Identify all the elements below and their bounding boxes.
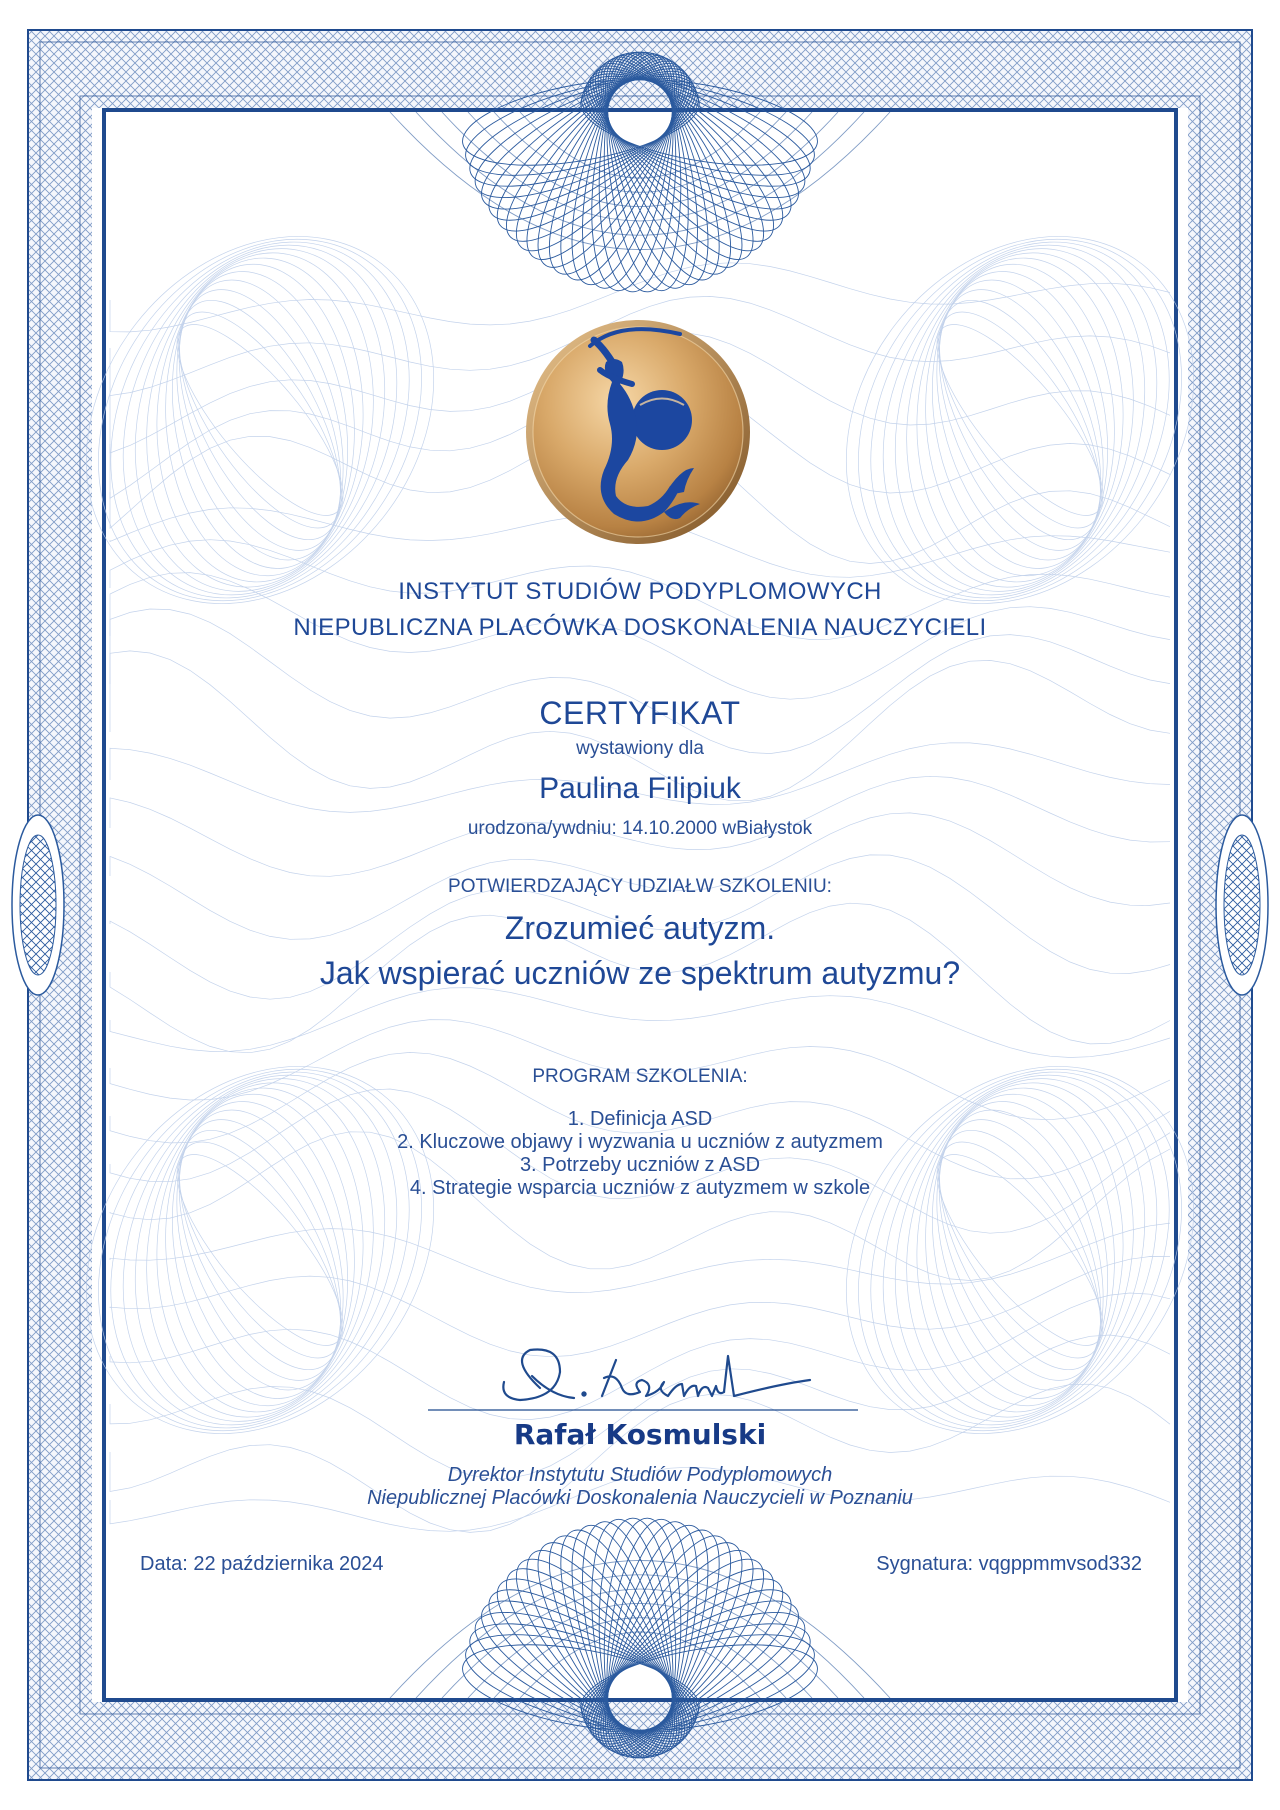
recipient-name: Paulina Filipiuk (539, 772, 741, 805)
program-item: 2. Kluczowe objawy i wyzwania u uczniów z autyzmem (397, 1131, 883, 1153)
institute-name: INSTYTUT STUDIÓW PODYPLOMOWYCH (398, 578, 882, 605)
signer-role-line1: Dyrektor Instytutu Studiów Podyplomowych (447, 1464, 833, 1486)
issue-date: Data: 22 października 2024 (140, 1553, 384, 1575)
course-title-line1: Zrozumieć autyzm. (504, 910, 776, 946)
program-list (110, 1108, 1170, 1200)
birth-info: urodzona/ywdniu: 14.10.2000 wBiałystok (467, 818, 813, 839)
signer-role (110, 1464, 1170, 1510)
confirmation-label: POTWIERDZAJĄCY UDZIAŁW SZKOLENIU: (448, 876, 832, 897)
certificate-title: CERTYFIKAT (539, 695, 741, 731)
signature-code: Sygnatura: vqgppmmvsod332 (876, 1553, 1142, 1575)
signer-name: Rafał Kosmulski (513, 1418, 767, 1451)
program-item: 1. Definicja ASD (567, 1108, 713, 1130)
program-heading: PROGRAM SZKOLENIA: (532, 1066, 748, 1087)
issued-for-label: wystawiony dla (576, 738, 704, 759)
program-item: 4. Strategie wsparcia uczniów z autyzmem w szkole (409, 1177, 871, 1199)
institute-subtitle: NIEPUBLICZNA PLACÓWKA DOSKONALENIA NAUCZYCIELI (293, 614, 987, 641)
course-title-line2: Jak wspierać uczniów ze spektrum autyzmu? (319, 955, 961, 991)
signer-role-line2: Niepublicznej Placówki Doskonalenia Nauczycieli w Poznaniu (367, 1487, 913, 1509)
program-item: 3. Potrzeby uczniów z ASD (519, 1154, 761, 1176)
